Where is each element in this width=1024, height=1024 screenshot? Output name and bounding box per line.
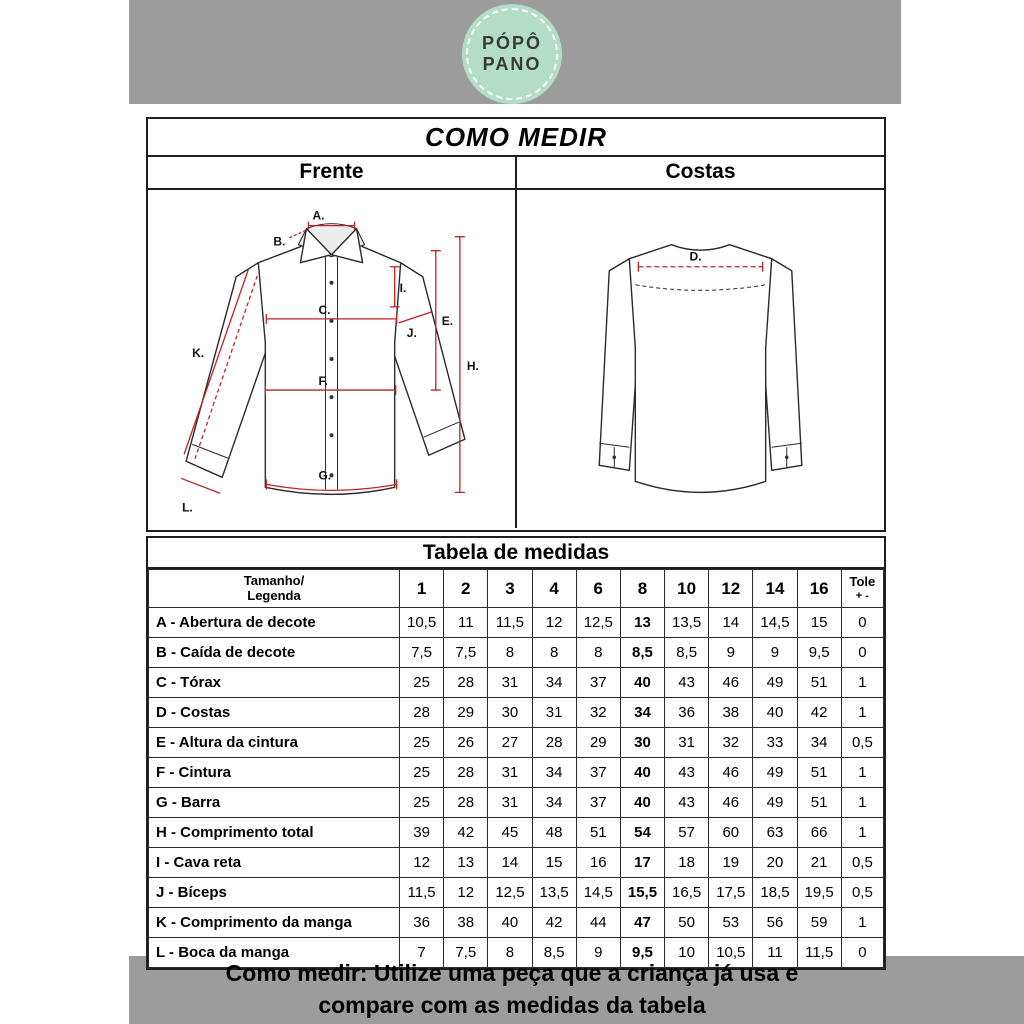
- marker-J: J.: [406, 325, 417, 340]
- footer-line1: Como medir: Utilize uma peça que a criança já usa e: [225, 960, 799, 986]
- section-title: COMO MEDIR: [148, 119, 884, 157]
- measurement-value: 51: [797, 668, 841, 698]
- measurement-value: 13,5: [532, 878, 576, 908]
- measurement-value: 8,5: [620, 638, 664, 668]
- measurement-value: 12: [532, 608, 576, 638]
- marker-A: A.: [312, 208, 325, 223]
- measurement-value: 43: [665, 758, 709, 788]
- measurement-value: 20: [753, 848, 797, 878]
- marker-L: L.: [182, 500, 193, 515]
- measurement-value: 49: [753, 758, 797, 788]
- marker-G: G.: [318, 468, 332, 483]
- size-column-header: 2: [444, 570, 488, 608]
- table-header-row: [149, 570, 884, 608]
- measurement-value: 17,5: [709, 878, 753, 908]
- table-row: [149, 668, 884, 698]
- panel-headers: [148, 157, 884, 190]
- measurement-value: 14: [709, 608, 753, 638]
- table-title: Tabela de medidas: [148, 538, 884, 569]
- brand-logo: [462, 4, 562, 104]
- measurement-value: 31: [532, 698, 576, 728]
- measurement-value: 15: [797, 608, 841, 638]
- measurements-table: [148, 569, 884, 968]
- measurement-value: 7,5: [444, 638, 488, 668]
- measurement-value: 34: [532, 758, 576, 788]
- size-legend-header: Tamanho/ Legenda: [149, 570, 400, 608]
- measurement-value: 36: [400, 908, 444, 938]
- measurement-value: 13: [444, 848, 488, 878]
- measurement-value: 36: [665, 698, 709, 728]
- measurement-value: 37: [576, 668, 620, 698]
- how-to-measure-section: [146, 117, 886, 532]
- measurement-value: 25: [400, 728, 444, 758]
- measurement-value: 18,5: [753, 878, 797, 908]
- measurement-value: 39: [400, 818, 444, 848]
- measurement-value: 28: [444, 788, 488, 818]
- tolerance-value: 1: [841, 818, 883, 848]
- measurement-value: 34: [620, 698, 664, 728]
- measurement-value: 31: [488, 788, 532, 818]
- measurement-value: 50: [665, 908, 709, 938]
- marker-H: H.: [466, 359, 479, 374]
- measurement-value: 34: [532, 668, 576, 698]
- footer-instructions: [0, 957, 1024, 1021]
- measurement-value: 45: [488, 818, 532, 848]
- measurement-value: 28: [532, 728, 576, 758]
- measurement-label: F - Cintura: [149, 758, 400, 788]
- measurement-value: 9: [753, 638, 797, 668]
- measurement-label: K - Comprimento da manga: [149, 908, 400, 938]
- size-column-header: 14: [753, 570, 797, 608]
- measurement-value: 29: [444, 698, 488, 728]
- tolerance-value: 1: [841, 788, 883, 818]
- measurement-label: E - Altura da cintura: [149, 728, 400, 758]
- table-row: [149, 908, 884, 938]
- measurement-value: 7: [400, 938, 444, 968]
- measurement-value: 11,5: [488, 608, 532, 638]
- measurement-value: 8: [532, 638, 576, 668]
- size-column-header: 3: [488, 570, 532, 608]
- front-shirt-diagram: [148, 190, 515, 528]
- measurement-value: 47: [620, 908, 664, 938]
- logo-text-line1: PÓPÔ: [481, 33, 542, 54]
- measurement-label: H - Comprimento total: [149, 818, 400, 848]
- measurement-value: 34: [797, 728, 841, 758]
- measurement-value: 46: [709, 668, 753, 698]
- measurement-value: 14: [488, 848, 532, 878]
- logo-text-line2: PANO: [482, 54, 542, 74]
- marker-B: B.: [273, 234, 286, 249]
- tolerance-value: 0: [841, 638, 883, 668]
- measurement-value: 37: [576, 788, 620, 818]
- measurement-value: 9: [576, 938, 620, 968]
- measurement-value: 12: [444, 878, 488, 908]
- measurement-label: G - Barra: [149, 788, 400, 818]
- back-shirt-diagram: [517, 190, 884, 528]
- measurement-value: 15,5: [620, 878, 664, 908]
- measurement-value: 15: [532, 848, 576, 878]
- measurement-value: 28: [444, 668, 488, 698]
- measurement-value: 34: [532, 788, 576, 818]
- measurement-value: 8: [576, 638, 620, 668]
- tolerance-value: 1: [841, 758, 883, 788]
- measurement-value: 54: [620, 818, 664, 848]
- table-row: [149, 728, 884, 758]
- measurement-value: 28: [444, 758, 488, 788]
- size-column-header: 4: [532, 570, 576, 608]
- marker-E: E.: [441, 313, 454, 328]
- marker-D: D.: [689, 249, 702, 264]
- measurement-value: 12,5: [576, 608, 620, 638]
- measurement-value: 31: [665, 728, 709, 758]
- measurement-value: 40: [753, 698, 797, 728]
- measurement-value: 13: [620, 608, 664, 638]
- measurement-value: 16,5: [665, 878, 709, 908]
- measurement-value: 30: [620, 728, 664, 758]
- measurement-value: 14,5: [576, 878, 620, 908]
- measurement-label: A - Abertura de decote: [149, 608, 400, 638]
- measurement-value: 7,5: [444, 938, 488, 968]
- table-row: [149, 758, 884, 788]
- back-diagram-panel: [517, 190, 884, 528]
- measurement-value: 26: [444, 728, 488, 758]
- measurement-value: 9,5: [797, 638, 841, 668]
- size-column-header: 8: [620, 570, 664, 608]
- measurement-value: 11,5: [797, 938, 841, 968]
- measurement-value: 42: [444, 818, 488, 848]
- measurement-value: 30: [488, 698, 532, 728]
- size-column-header: 1: [400, 570, 444, 608]
- measurement-value: 60: [709, 818, 753, 848]
- measurement-value: 25: [400, 758, 444, 788]
- measurement-value: 32: [576, 698, 620, 728]
- measurement-value: 42: [532, 908, 576, 938]
- size-column-header: 10: [665, 570, 709, 608]
- measurement-value: 9: [709, 638, 753, 668]
- measurement-value: 40: [620, 758, 664, 788]
- measurement-value: 25: [400, 788, 444, 818]
- measurement-value: 18: [665, 848, 709, 878]
- measurement-value: 8: [488, 638, 532, 668]
- tolerance-value: 1: [841, 668, 883, 698]
- measurement-value: 12,5: [488, 878, 532, 908]
- measurement-label: J - Bíceps: [149, 878, 400, 908]
- measurement-value: 43: [665, 788, 709, 818]
- measurement-value: 17: [620, 848, 664, 878]
- measurement-value: 31: [488, 668, 532, 698]
- measurement-value: 51: [576, 818, 620, 848]
- measurement-value: 56: [753, 908, 797, 938]
- measurement-value: 37: [576, 758, 620, 788]
- measurement-value: 29: [576, 728, 620, 758]
- measurement-value: 42: [797, 698, 841, 728]
- measurement-value: 40: [620, 788, 664, 818]
- measurement-value: 40: [488, 908, 532, 938]
- table-row: [149, 818, 884, 848]
- measurement-label: I - Cava reta: [149, 848, 400, 878]
- back-panel-header: Costas: [665, 160, 736, 183]
- measurement-value: 11: [753, 938, 797, 968]
- measurement-value: 8,5: [665, 638, 709, 668]
- size-table-section: [146, 536, 886, 970]
- measurement-value: 27: [488, 728, 532, 758]
- measurement-label: B - Caída de decote: [149, 638, 400, 668]
- measurement-label: C - Tórax: [149, 668, 400, 698]
- measurement-value: 21: [797, 848, 841, 878]
- measurement-value: 31: [488, 758, 532, 788]
- tolerance-value: 0: [841, 938, 883, 968]
- marker-F: F.: [318, 374, 328, 389]
- front-panel-header: Frente: [148, 157, 517, 188]
- measurement-value: 10,5: [400, 608, 444, 638]
- measurement-value: 66: [797, 818, 841, 848]
- measurement-value: 46: [709, 758, 753, 788]
- measurement-value: 12: [400, 848, 444, 878]
- measurement-value: 33: [753, 728, 797, 758]
- measurement-value: 38: [709, 698, 753, 728]
- measurement-value: 44: [576, 908, 620, 938]
- table-row: [149, 788, 884, 818]
- footer-line2: compare com as medidas da tabela: [318, 992, 706, 1018]
- tolerance-column-header: Tole + -: [841, 570, 883, 608]
- measurement-value: 49: [753, 788, 797, 818]
- measurement-value: 32: [709, 728, 753, 758]
- measurement-value: 11: [444, 608, 488, 638]
- measurement-value: 53: [709, 908, 753, 938]
- tolerance-value: 0,5: [841, 728, 883, 758]
- measurement-value: 14,5: [753, 608, 797, 638]
- table-row: [149, 878, 884, 908]
- measurement-value: 8: [488, 938, 532, 968]
- table-row: [149, 848, 884, 878]
- size-column-header: 6: [576, 570, 620, 608]
- measurement-value: 19: [709, 848, 753, 878]
- measurement-value: 43: [665, 668, 709, 698]
- measurement-value: 59: [797, 908, 841, 938]
- table-row: [149, 698, 884, 728]
- measurement-value: 46: [709, 788, 753, 818]
- measurement-value: 40: [620, 668, 664, 698]
- measurement-value: 57: [665, 818, 709, 848]
- tolerance-value: 0: [841, 608, 883, 638]
- marker-K: K.: [192, 345, 205, 360]
- measurement-value: 19,5: [797, 878, 841, 908]
- tolerance-value: 1: [841, 908, 883, 938]
- measurement-value: 25: [400, 668, 444, 698]
- measurement-label: L - Boca da manga: [149, 938, 400, 968]
- measurement-value: 38: [444, 908, 488, 938]
- table-row: [149, 608, 884, 638]
- marker-C: C.: [318, 302, 331, 317]
- front-diagram-panel: [148, 190, 517, 528]
- tolerance-value: 1: [841, 698, 883, 728]
- measurement-value: 51: [797, 758, 841, 788]
- measurement-value: 13,5: [665, 608, 709, 638]
- table-row: [149, 638, 884, 668]
- marker-I: I.: [399, 280, 407, 295]
- measurement-value: 10: [665, 938, 709, 968]
- measurement-value: 7,5: [400, 638, 444, 668]
- measurement-value: 16: [576, 848, 620, 878]
- size-column-header: 16: [797, 570, 841, 608]
- diagram-panels: [148, 190, 884, 528]
- size-column-header: 12: [709, 570, 753, 608]
- measurement-value: 48: [532, 818, 576, 848]
- measurement-value: 51: [797, 788, 841, 818]
- logo-dashed-ring: [466, 8, 558, 100]
- measurement-value: 63: [753, 818, 797, 848]
- measurement-value: 9,5: [620, 938, 664, 968]
- tolerance-value: 0,5: [841, 878, 883, 908]
- measurement-label: D - Costas: [149, 698, 400, 728]
- measurement-value: 11,5: [400, 878, 444, 908]
- measurement-value: 49: [753, 668, 797, 698]
- measurement-value: 10,5: [709, 938, 753, 968]
- measurement-value: 28: [400, 698, 444, 728]
- measurement-value: 8,5: [532, 938, 576, 968]
- tolerance-value: 0,5: [841, 848, 883, 878]
